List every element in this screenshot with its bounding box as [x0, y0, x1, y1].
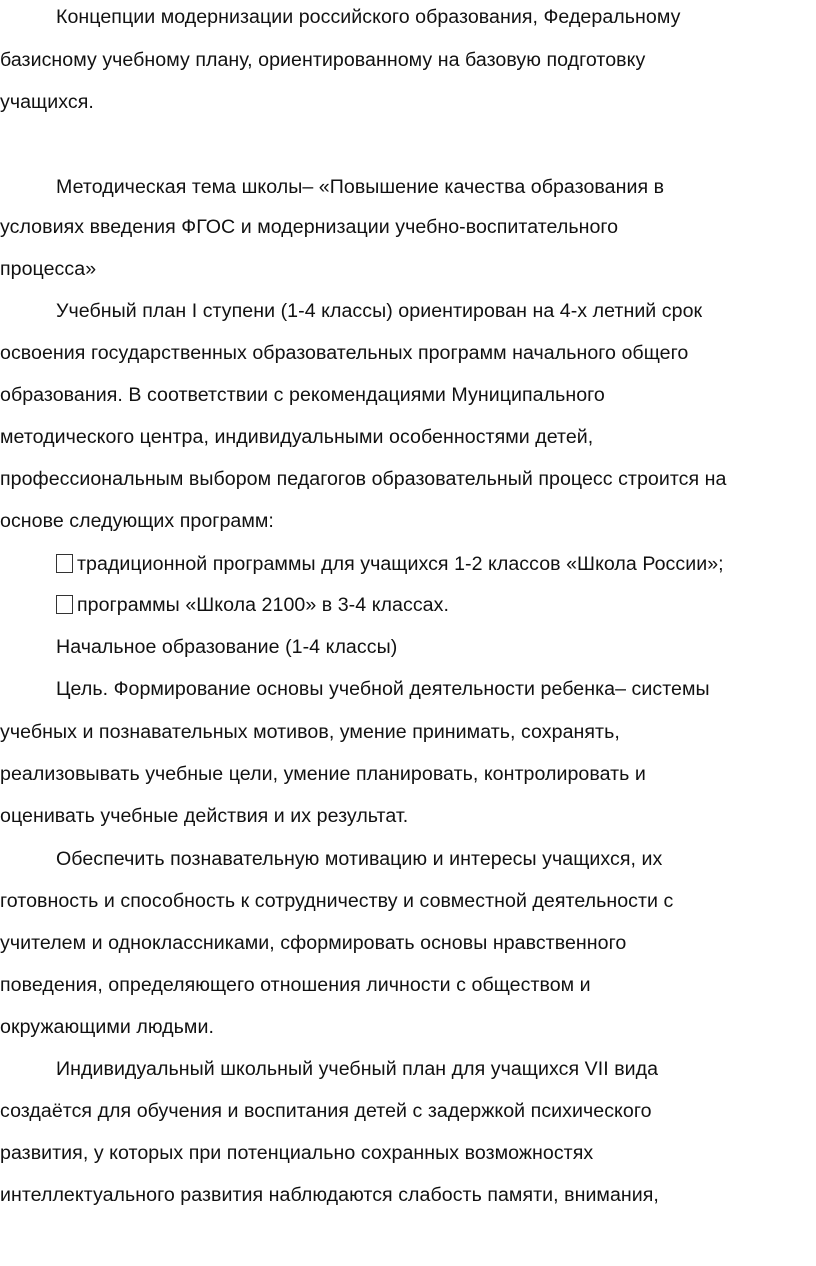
paragraph-line: развития, у которых при потенциально сохранных возможностях — [0, 1142, 594, 1164]
paragraph-line: учителем и одноклассниками, сформировать основы нравственного — [0, 932, 627, 954]
paragraph-line: профессиональным выбором педагогов образовательный процесс строится на — [0, 468, 727, 490]
paragraph-line: базисному учебному плану, ориентированному на базовую подготовку — [0, 49, 646, 71]
bullet-text: традиционной программы для учащихся 1-2 классов «Школа России»; — [77, 553, 724, 575]
paragraph-line: окружающими людьми. — [0, 1016, 214, 1038]
paragraph-line: готовность и способность к сотрудничеству и совместной деятельности с — [0, 890, 674, 912]
paragraph-line: реализовывать учебные цели, умение планировать, контролировать и — [0, 763, 646, 785]
section-heading: Начальное образование (1-4 классы) — [56, 636, 398, 658]
paragraph-line: основе следующих программ: — [0, 510, 274, 532]
bullet-glyph-icon — [56, 554, 73, 573]
bullet-item — [56, 592, 449, 618]
paragraph-line: Цель. Формирование основы учебной деятельности ребенка– системы — [56, 678, 710, 700]
paragraph-line: Индивидуальный школьный учебный план для учащихся VII вида — [56, 1058, 659, 1080]
paragraph-line: оценивать учебные действия и их результат. — [0, 805, 409, 827]
paragraph-line: интеллектуального развития наблюдаются слабость памяти, внимания, — [0, 1184, 659, 1206]
paragraph-line: методического центра, индивидуальными особенностями детей, — [0, 426, 594, 448]
bullet-glyph-icon — [56, 595, 73, 614]
paragraph-line: учебных и познавательных мотивов, умение принимать, сохранять, — [0, 721, 620, 743]
paragraph-line: процесса» — [0, 258, 97, 280]
paragraph-line: условиях введения ФГОС и модернизации учебно-воспитательного — [0, 216, 619, 238]
paragraph-line: Учебный план I ступени (1-4 классы) ориентирован на 4-х летний срок — [56, 300, 703, 322]
paragraph-line: освоения государственных образовательных программ начального общего — [0, 342, 689, 364]
bullet-text: программы «Школа 2100» в 3-4 классах. — [77, 594, 449, 616]
paragraph-line: образования. В соответствии с рекомендациями Муниципального — [0, 384, 605, 406]
paragraph-line: Обеспечить познавательную мотивацию и интересы учащихся, их — [56, 848, 663, 870]
paragraph-line: Методическая тема школы– «Повышение качества образования в — [56, 176, 665, 198]
bullet-item — [56, 551, 724, 577]
paragraph-line: поведения, определяющего отношения личности с обществом и — [0, 974, 591, 996]
paragraph-line: учащихся. — [0, 91, 94, 113]
paragraph-line: Концепции модернизации российского образования, Федеральному — [56, 6, 681, 28]
paragraph-line: создаётся для обучения и воспитания детей с задержкой психического — [0, 1100, 652, 1122]
